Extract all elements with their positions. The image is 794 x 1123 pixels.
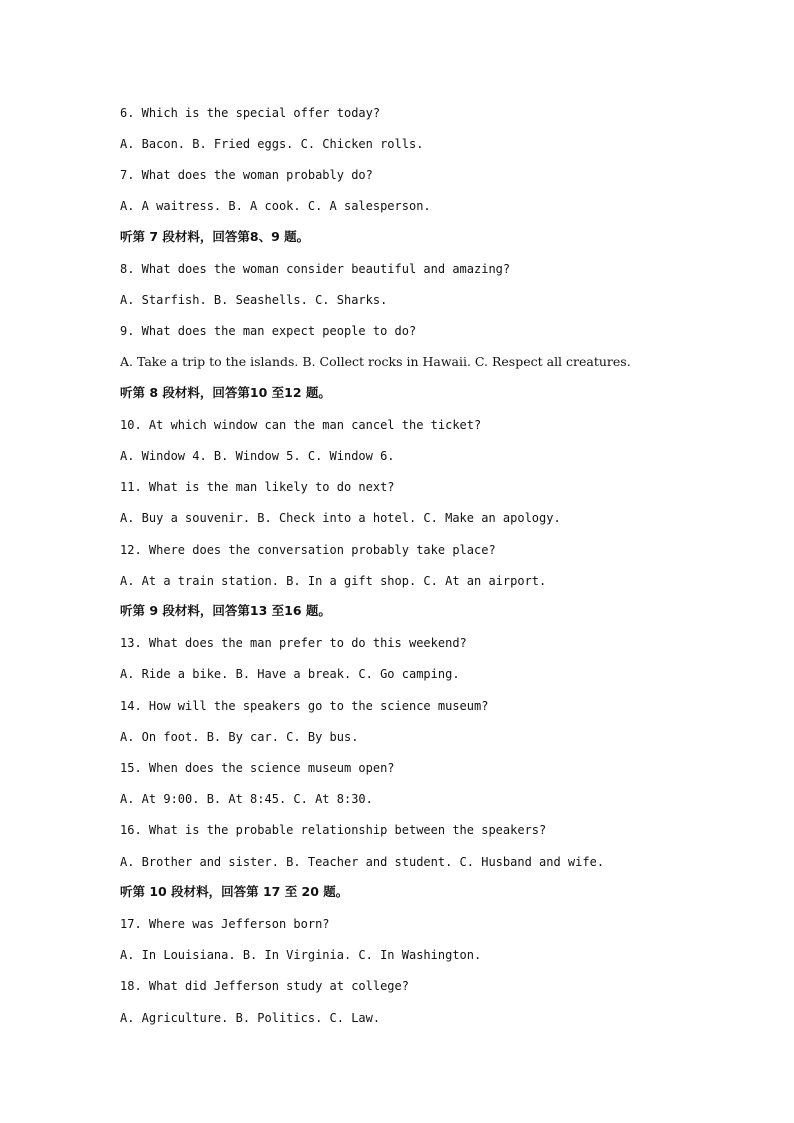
options-17: A. In Louisiana. B. In Virginia. C. In Washington.	[120, 948, 482, 962]
question-14: 14. How will the speakers go to the science museum?	[120, 699, 489, 713]
options-15: A. At 9:00. B. At 8:45. C. At 8:30.	[120, 792, 373, 806]
options-14: A. On foot. B. By car. C. By bus.	[120, 730, 359, 744]
question-12: 12. Where does the conversation probably take place?	[120, 543, 496, 557]
section-header-10: 听第 10 段材料，回答第 17 至 20 题。	[120, 884, 349, 899]
options-11: A. Buy a souvenir. B. Check into a hotel. C. Make an apology.	[120, 511, 561, 525]
question-16: 16. What is the probable relationship between the speakers?	[120, 823, 547, 837]
question-8: 8. What does the woman consider beautiful and amazing?	[120, 262, 511, 276]
question-9: 9. What does the man expect people to do?	[120, 324, 417, 338]
options-18: A. Agriculture. B. Politics. C. Law.	[120, 1011, 381, 1025]
options-8: A. Starfish. B. Seashells. C. Sharks.	[120, 293, 388, 307]
options-10: A. Window 4. B. Window 5. C. Window 6.	[120, 449, 395, 463]
question-17: 17. Where was Jefferson born?	[120, 917, 330, 931]
options-7: A. A waitress. B. A cook. C. A salesperson.	[120, 199, 431, 213]
section-header-9: 听第 9 段材料，回答第13 至16 题。	[120, 603, 331, 618]
section-header-7: 听第 7 段材料，回答第8、9 题。	[120, 229, 310, 244]
section-header-8: 听第 8 段材料，回答第10 至12 题。	[120, 385, 331, 400]
question-18: 18. What did Jefferson study at college?	[120, 979, 409, 993]
options-6: A. Bacon. B. Fried eggs. C. Chicken rolls.	[120, 137, 424, 151]
question-6: 6. Which is the special offer today?	[120, 106, 381, 120]
question-15: 15. When does the science museum open?	[120, 761, 395, 775]
options-16: A. Brother and sister. B. Teacher and student. C. Husband and wife.	[120, 855, 605, 869]
question-13: 13. What does the man prefer to do this weekend?	[120, 636, 467, 650]
question-7: 7. What does the woman probably do?	[120, 168, 373, 182]
question-11: 11. What is the man likely to do next?	[120, 480, 395, 494]
question-10: 10. At which window can the man cancel the ticket?	[120, 418, 482, 432]
options-12: A. At a train station. B. In a gift shop. C. At an airport.	[120, 574, 547, 588]
options-13: A. Ride a bike. B. Have a break. C. Go camping.	[120, 667, 460, 681]
options-9: A. Take a trip to the islands. B. Collect rocks in Hawaii. C. Respect all creatures.	[120, 354, 631, 369]
